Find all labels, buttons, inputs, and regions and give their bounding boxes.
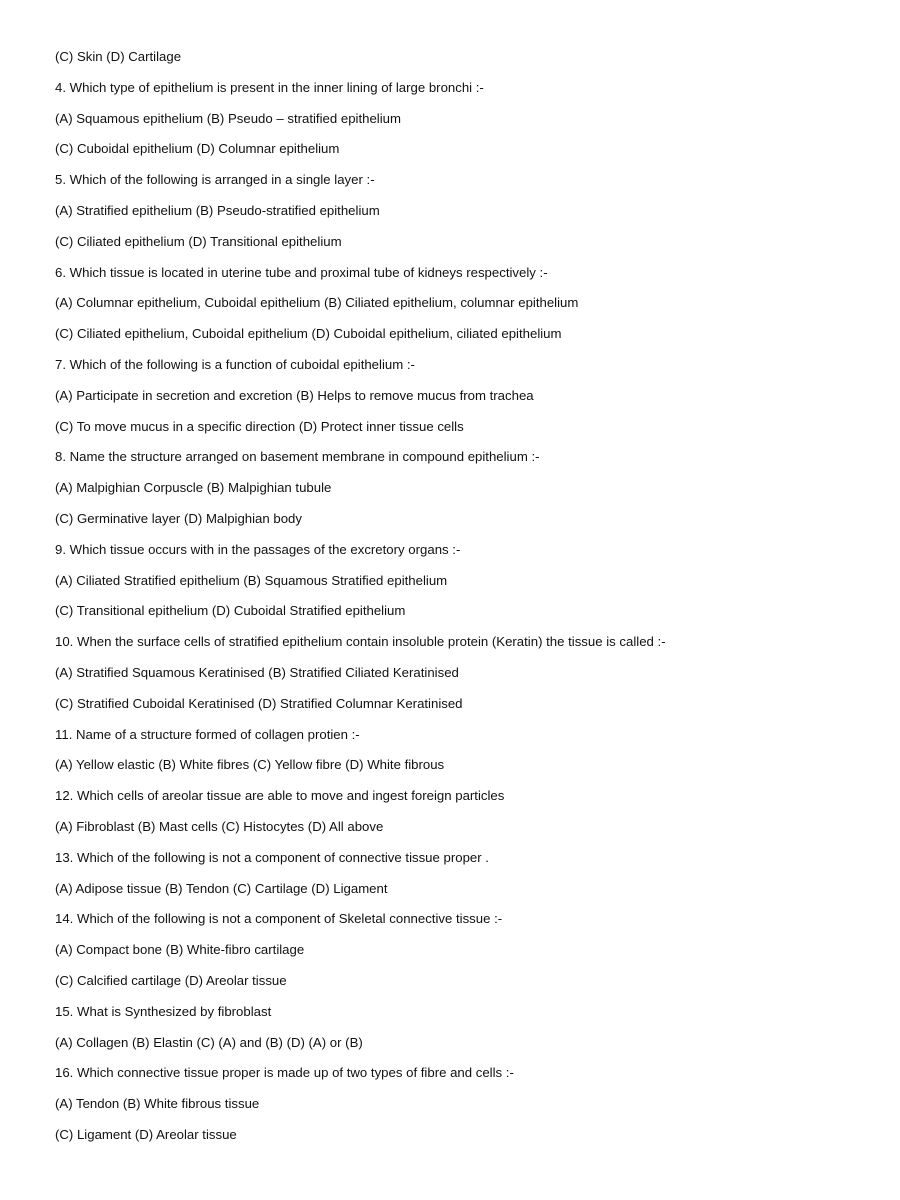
option-line: (A) Stratified Squamous Keratinised (B) Stratified Ciliated Keratinised <box>55 664 459 680</box>
question-line: 13. Which of the following is not a component of connective tissue proper . <box>55 849 489 865</box>
question-line: 9. Which tissue occurs with in the passages of the excretory organs :- <box>55 541 461 557</box>
question-line: 6. Which tissue is located in uterine tube and proximal tube of kidneys respectively :- <box>55 264 548 280</box>
option-line: (A) Ciliated Stratified epithelium (B) Squamous Stratified epithelium <box>55 572 448 588</box>
question-line: 4. Which type of epithelium is present in the inner lining of large bronchi :- <box>55 79 484 95</box>
option-line: (A) Collagen (B) Elastin (C) (A) and (B) (D) (A) or (B) <box>55 1034 363 1050</box>
option-line: (A) Malpighian Corpuscle (B) Malpighian tubule <box>55 480 332 496</box>
option-line: (C) Stratified Cuboidal Keratinised (D) Stratified Columnar Keratinised <box>55 695 463 711</box>
question-line: 14. Which of the following is not a component of Skeletal connective tissue :- <box>55 911 503 927</box>
question-line: 15. What is Synthesized by fibroblast <box>55 1003 272 1019</box>
option-line: (A) Fibroblast (B) Mast cells (C) Histocytes (D) All above <box>55 818 384 834</box>
option-line: (A) Columnar epithelium, Cuboidal epithelium (B) Ciliated epithelium, columnar epithelium <box>55 295 579 311</box>
question-line: 11. Name of a structure formed of collagen protien :- <box>55 726 360 742</box>
question-line: 8. Name the structure arranged on basement membrane in compound epithelium :- <box>55 449 540 465</box>
option-line: (C) Cuboidal epithelium (D) Columnar epithelium <box>55 141 340 157</box>
option-line: (C) To move mucus in a specific direction (D) Protect inner tissue cells <box>55 418 464 434</box>
question-line: 10. When the surface cells of stratified epithelium contain insoluble protein (Keratin) the tissue is called :- <box>55 634 666 650</box>
option-line: (C) Transitional epithelium (D) Cuboidal Stratified epithelium <box>55 603 406 619</box>
option-line: (A) Stratified epithelium (B) Pseudo-stratified epithelium <box>55 202 380 218</box>
option-line: (C) Skin (D) Cartilage <box>55 49 182 64</box>
option-line: (A) Tendon (B) White fibrous tissue <box>55 1096 260 1112</box>
option-line: (C) Germinative layer (D) Malpighian body <box>55 510 302 526</box>
option-line: (A) Participate in secretion and excretion (B) Helps to remove mucus from trachea <box>55 387 534 403</box>
document-page <box>55 47 875 1156</box>
option-line: (A) Adipose tissue (B) Tendon (C) Cartilage (D) Ligament <box>55 880 388 896</box>
option-line: (C) Ciliated epithelium (D) Transitional epithelium <box>55 233 342 249</box>
question-line: 5. Which of the following is arranged in a single layer :- <box>55 172 375 188</box>
option-line: (A) Compact bone (B) White-fibro cartilage <box>55 942 305 958</box>
option-line: (C) Ciliated epithelium, Cuboidal epithelium (D) Cuboidal epithelium, ciliated epithelium <box>55 326 562 342</box>
question-line: 7. Which of the following is a function of cuboidal epithelium :- <box>55 356 415 372</box>
option-line: (C) Calcified cartilage (D) Areolar tissue <box>55 972 287 988</box>
question-line: 16. Which connective tissue proper is made up of two types of fibre and cells :- <box>55 1065 514 1081</box>
question-line: 12. Which cells of areolar tissue are able to move and ingest foreign particles <box>55 788 505 804</box>
option-line: (A) Yellow elastic (B) White fibres (C) Yellow fibre (D) White fibrous <box>55 757 445 773</box>
option-line: (C) Ligament (D) Areolar tissue <box>55 1126 237 1142</box>
option-line: (A) Squamous epithelium (B) Pseudo – stratified epithelium <box>55 110 401 126</box>
